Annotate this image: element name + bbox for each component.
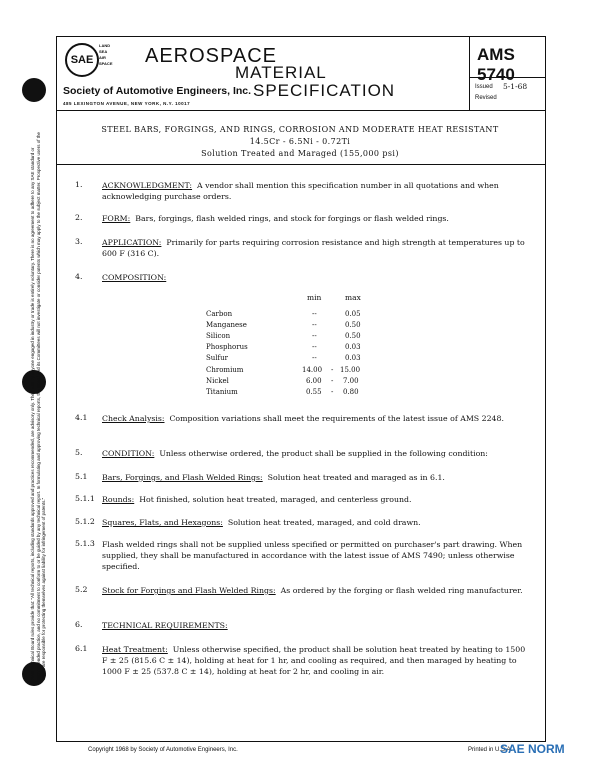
element-name: Manganese	[206, 321, 247, 329]
element-name: Phosphorus	[206, 343, 248, 351]
element-min: --	[312, 321, 317, 329]
section-number: 5.1.1	[75, 494, 95, 503]
element-min: 0.55	[306, 388, 322, 396]
section-number: 1.	[75, 180, 83, 189]
spec-composition-code: 14.5Cr - 6.5Ni - 0.72Ti	[249, 137, 351, 146]
element-max: 7.00	[343, 377, 359, 385]
col-min-header: min	[307, 293, 322, 302]
section-check-analysis: Check Analysis: Composition variations shall meet the requirements of the latest issue of AMS 2248.	[102, 414, 504, 423]
element-name: Titanium	[206, 388, 238, 396]
element-name: Sulfur	[206, 354, 228, 362]
society-address: 485 LEXINGTON AVENUE, NEW YORK, N.Y. 10017	[63, 101, 191, 106]
sae-logo: SAE	[65, 43, 99, 77]
element-min: --	[312, 310, 317, 318]
section-number: 2.	[75, 213, 83, 222]
element-name: Silicon	[206, 332, 231, 340]
spec-condition: Solution Treated and Maraged (155,000 psi)	[201, 149, 399, 158]
element-max: 0.05	[345, 310, 361, 318]
section-application: APPLICATION: Primarily for parts requiring corrosion resistance and high strength at temperatures up to 600 F (316 C).	[102, 238, 525, 258]
section-number: 5.2	[75, 585, 88, 594]
section-number: 6.1	[75, 644, 88, 653]
issued-date: 5-1-68	[503, 82, 528, 91]
issued-label: Issued	[475, 84, 493, 90]
section-number: 5.1.2	[75, 517, 95, 526]
element-max: 0.50	[345, 332, 361, 340]
title-specification: SPECIFICATION	[253, 81, 396, 100]
col-max-header: max	[345, 293, 361, 302]
section-number: 6.	[75, 620, 83, 629]
element-max: 0.80	[343, 388, 359, 396]
section-number: 5.1.3	[75, 539, 95, 548]
printed-in: Printed in U.S.A.	[468, 747, 513, 753]
spec-title: STEEL BARS, FORGINGS, AND RINGS, CORROSION AND MODERATE HEAT RESISTANT	[101, 125, 499, 134]
header-box	[56, 36, 546, 111]
element-min: --	[312, 343, 317, 351]
ams-number: AMS 5740	[477, 45, 515, 84]
element-min: 6.00	[306, 377, 322, 385]
section-condition: CONDITION: Unless otherwise ordered, the product shall be supplied in the following condition:	[102, 449, 488, 458]
section-number: 3.	[75, 237, 83, 246]
element-max: 0.03	[345, 354, 361, 362]
section-number: 4.	[75, 272, 83, 281]
section-squares-flats: Squares, Flats, and Hexagons: Solution heat treated, maraged, and cold drawn.	[102, 518, 421, 527]
section-number: 5.	[75, 448, 83, 457]
sae-norm-watermark: SAE NORM	[500, 742, 565, 756]
side-legal-notice: SAE Technical Board rules provide that: "All technical reports, including standards approved and practices recommended, are advisory only. Their use by anyone engaged in industry or trade is entirely voluntary. There is no agreement to adhere to any SAE standard or recommended practice, and no commitment to conform to or be guided by any technical report. In formulating and approving technical reports, the Board and its Committees will not investigate or consider patents which may apply to the subject matter. Prospective users of the report are responsible for protecting themselves against liability for infringement of patents."	[30, 131, 46, 680]
society-name: Society of Automotive Engineers, Inc.	[63, 85, 252, 97]
element-max: 15.00	[340, 366, 361, 374]
element-name: Chromium	[206, 366, 244, 374]
section-flash-welded: Flash welded rings shall not be supplied unless specified or permitted on purchaser's part drawing. When supplied, they shall be manufactured in accordance with the latest issue of AMS 7490; unless otherwise specified.	[102, 540, 523, 571]
element-min: 14.00	[302, 366, 323, 374]
title-material: MATERIAL	[235, 63, 327, 82]
logo-words: LAND SEA AIR SPACE	[99, 43, 113, 66]
element-min: --	[312, 332, 317, 340]
title-aerospace: AEROSPACE	[145, 45, 277, 67]
copyright: Copyright 1968 by Society of Automotive Engineers, Inc.	[88, 747, 238, 753]
section-number: 5.1	[75, 472, 88, 481]
element-max: 0.03	[345, 343, 361, 351]
section-number: 4.1	[75, 413, 88, 422]
section-form: FORM: Bars, forgings, flash welded rings, and stock for forgings or flash welded rings.	[102, 214, 449, 223]
section-rounds: Rounds: Hot finished, solution heat treated, maraged, and centerless ground.	[102, 495, 412, 504]
section-acknowledgment: ACKNOWLEDGMENT: A vendor shall mention this specification number in all quotations and when acknowledging purchase orders.	[102, 181, 499, 201]
element-min: --	[312, 354, 317, 362]
revised-label: Revised	[475, 95, 497, 101]
element-name: Carbon	[206, 310, 233, 318]
element-name: Nickel	[206, 377, 229, 385]
section-heat-treatment: Heat Treatment: Unless otherwise specified, the product shall be solution heat treated by heating to 1500 F ± 25 (815.6 C ± 14), holding at heat for 1 hr, and cooling as required, and then maraged by heating to 1000 F ± 25 (537.8 C ± 14), holding at heat for 2 hr, and cooling in air.	[102, 645, 526, 676]
section-technical-requirements: TECHNICAL REQUIREMENTS:	[102, 621, 228, 630]
punch-hole	[22, 78, 46, 102]
section-composition: COMPOSITION:	[102, 273, 167, 282]
section-bars-forgings: Bars, Forgings, and Flash Welded Rings: Solution heat treated and maraged as in 6.1.	[102, 473, 445, 482]
document-page: SAE LAND SEA AIR SPACE AEROSPACE MATERIAL SPECIFICATION Society of Automotive Engineers, Inc. 485 LEXINGTON AVENUE, NEW YORK, N.Y. 10017 AMS 5740 Issued 5-1-68 Revised STEEL BARS, FORGINGS, AND RINGS, CORROSION AND MODERATE HEAT RESISTANT 14.5Cr - 6.5Ni - 0.72Ti Solution Treated and Maraged (155,000 psi) 1. ACKNOWLEDGMENT: A vendor shall mention this specification number in all quotations and when acknowledging purchase orders. 2. FORM: Bars, forgings, flash welded rings, and stock for forgings or flash welded rings. 3. APPLICATION: Primarily for parts requiring corrosion resistance and high strength at temperatures up to 600 F (316 C). 4. COMPOSITION: min max Carbon -- 0.05 Manganese -- 0.50 Silicon -- 0.50 Phosphorus -- 0.03 Sulfur -- 0.03 Chromium 14.00 - 15.00 Nickel 6.00 - 7.00 Titanium 0.55 - 0.80 4.1 Check Analysis: Composition variations shall meet the requirements of the latest issue of AMS 2248. 5. CONDITION: Unless otherwise ordered, the product shall be supplied in the following condition: 5.1 Bars, Forgings, and Flash Welded Rings: Solution heat treated and maraged as in 6.1. 5.1.1 Rounds: Hot finished, solution heat treated, maraged, and centerless ground. 5.1.2 Squares, Flats, and Hexagons: Solution heat treated, maraged, and cold drawn. 5.1.3 Flash welded rings shall not be supplied unless specified or permitted on purchaser's part drawing. When supplied, they shall be manufactured in accordance with the latest issue of AMS 7490; unless otherwise specified. 5.2 Stock for Forgings and Flash Welded Rings: As ordered by the forging or flash welded ring manufacturer. 6. TECHNICAL REQUIREMENTS: 6.1 Heat Treatment: Unless otherwise specified, the product shall be solution heat treated by heating to 1500 F ± 25 (815.6 C ± 14), holding at heat for 1 hr, and cooling as required, and then maraged by heating to 1000 F ± 25 (537.8 C ± 14), holding at heat for 2 hr, and cooling in air. SAE Technical Board rules provide that: "All technical reports, including standards approved and practices recommended, are advisory only. Their use by anyone engaged in industry or trade is entirely voluntary. There is no agreement to adhere to any SAE standard or recommended practice, and no commitment to conform to or be guided by any technical report. In formulating and approving technical reports, the Board and its Committees will not investigate or consider patents which may apply to the subject matter. Prospective users of the report are responsible for protecting themselves against liability for infringement of patents." Copyright 1968 by Society of Automotive Engineers, Inc. Printed in U.S.A. SAE NORM	[0, 0, 600, 774]
section-stock: Stock for Forgings and Flash Welded Rings: As ordered by the forging or flash welded ring manufacturer.	[102, 586, 523, 595]
element-max: 0.50	[345, 321, 361, 329]
